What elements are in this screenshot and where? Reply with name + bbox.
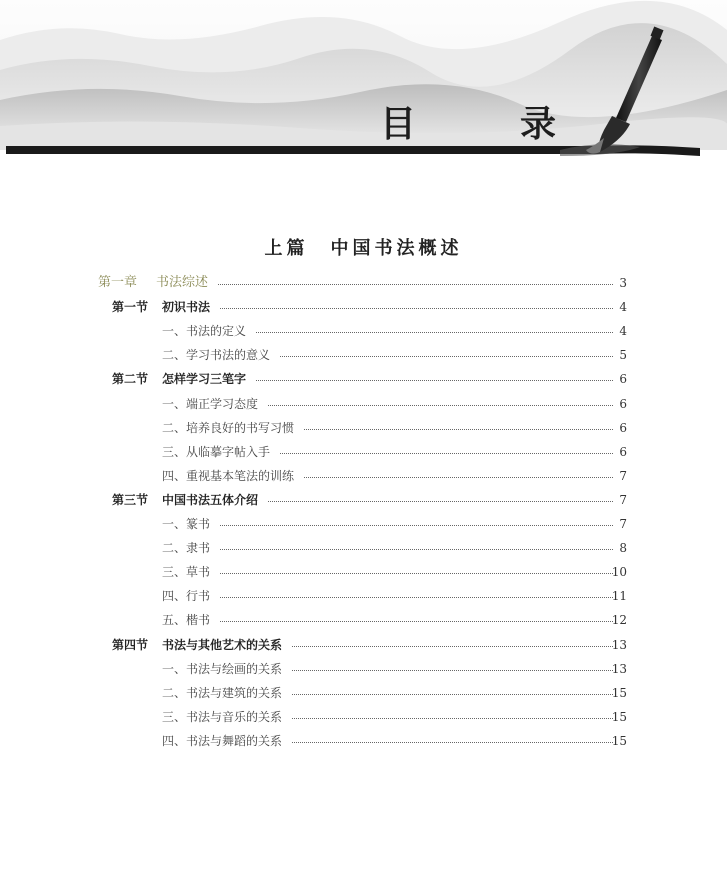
part-label: 上篇	[264, 238, 309, 259]
page-number: 3	[619, 276, 627, 290]
entry-title: 一、篆书	[162, 517, 211, 531]
dot-leader	[292, 742, 613, 743]
entry-title: 三、书法与音乐的关系	[162, 709, 283, 724]
entry-title: 书法综述	[156, 275, 209, 290]
toc-entry-section[interactable]	[0, 636, 727, 656]
entry-title: 一、端正学习态度	[162, 396, 259, 411]
page-number: 11	[611, 589, 627, 604]
page-number: 15	[611, 685, 627, 700]
dot-leader	[218, 284, 613, 285]
page-number: 13	[611, 637, 627, 652]
page-number: 6	[619, 372, 627, 387]
entry-title: 三、从临摹字帖入手	[162, 444, 271, 459]
dot-leader	[220, 573, 613, 574]
toc-entry-item[interactable]	[0, 395, 727, 415]
dot-leader	[280, 356, 613, 357]
dot-leader	[220, 597, 613, 598]
page-number: 7	[619, 468, 627, 483]
dot-leader	[280, 453, 613, 454]
entry-title: 四、重视基本笔法的训练	[162, 468, 295, 483]
dot-leader	[304, 429, 613, 430]
toc-entry-item[interactable]	[0, 587, 727, 607]
section-number: 第一节	[112, 300, 149, 315]
part-name: 中国书法概述	[330, 238, 463, 259]
ink-landscape-illustration	[0, 0, 727, 170]
entry-title: 四、书法与舞蹈的关系	[162, 733, 283, 748]
dot-leader	[268, 501, 613, 502]
toc-entry-item[interactable]	[0, 346, 727, 366]
toc-entry-item[interactable]	[0, 611, 727, 631]
toc-entry-section[interactable]	[0, 370, 727, 390]
entry-title: 二、隶书	[162, 541, 211, 556]
entry-title: 一、书法的定义	[162, 324, 247, 339]
dot-leader	[292, 670, 613, 671]
page-number: 6	[619, 444, 627, 459]
section-number: 第四节	[112, 637, 149, 652]
toc-entry-chapter[interactable]	[0, 274, 727, 294]
entry-title: 怎样学习三笔字	[162, 372, 247, 387]
dot-leader	[292, 694, 613, 695]
entry-title: 五、楷书	[162, 613, 211, 628]
toc-entry-item[interactable]	[0, 660, 727, 680]
page-number: 15	[611, 709, 627, 724]
toc-heading-char-1: 目	[380, 104, 419, 145]
page-number: 5	[619, 348, 627, 363]
dot-leader	[292, 646, 613, 647]
section-number: 第二节	[112, 372, 149, 387]
toc-heading	[380, 96, 559, 147]
entry-title: 书法与其他艺术的关系	[162, 637, 283, 652]
page-number: 8	[619, 541, 627, 556]
toc-entry-item[interactable]	[0, 563, 727, 583]
page-number: 15	[611, 733, 627, 748]
dot-leader	[292, 718, 613, 719]
toc-entry-item[interactable]	[0, 708, 727, 728]
page-number: 12	[611, 613, 627, 628]
toc-entry-item[interactable]	[0, 684, 727, 704]
toc-entry-section[interactable]	[0, 298, 727, 318]
entry-title: 四、行书	[162, 589, 211, 604]
toc-heading-char-2: 录	[520, 104, 559, 145]
toc-entry-item[interactable]	[0, 515, 727, 535]
toc-entry-item[interactable]	[0, 539, 727, 559]
dot-leader	[256, 380, 613, 381]
page-number: 4	[619, 324, 627, 339]
dot-leader	[220, 621, 613, 622]
toc-entry-item[interactable]	[0, 419, 727, 439]
toc-entry-item[interactable]	[0, 732, 727, 752]
toc-entry-item[interactable]	[0, 467, 727, 487]
entry-title: 一、书法与绘画的关系	[162, 661, 283, 676]
part-title	[0, 234, 727, 260]
toc-entry-section[interactable]	[0, 491, 727, 511]
section-number: 第三节	[112, 492, 149, 507]
header-banner	[0, 0, 727, 170]
dot-leader	[256, 332, 613, 333]
dot-leader	[220, 525, 613, 526]
dot-leader	[304, 477, 613, 478]
entry-title: 初识书法	[162, 300, 211, 315]
entry-title: 中国书法五体介绍	[162, 492, 259, 507]
page-number: 7	[619, 492, 627, 507]
page-number: 4	[619, 300, 627, 315]
toc-entry-item[interactable]	[0, 322, 727, 342]
entry-title: 二、书法与建筑的关系	[162, 685, 283, 700]
page-number: 7	[619, 517, 627, 531]
dot-leader	[220, 549, 613, 550]
toc-entry-item[interactable]	[0, 443, 727, 463]
entry-title: 三、草书	[162, 565, 211, 580]
chapter-number: 第一章	[98, 275, 138, 290]
page-number: 13	[611, 661, 627, 676]
entry-title: 二、学习书法的意义	[162, 348, 271, 363]
entry-title: 二、培养良好的书写习惯	[162, 420, 295, 435]
dot-leader	[220, 308, 613, 309]
dot-leader	[268, 405, 613, 406]
page-number: 10	[611, 565, 627, 580]
page-number: 6	[619, 396, 627, 411]
page-number: 6	[619, 420, 627, 435]
